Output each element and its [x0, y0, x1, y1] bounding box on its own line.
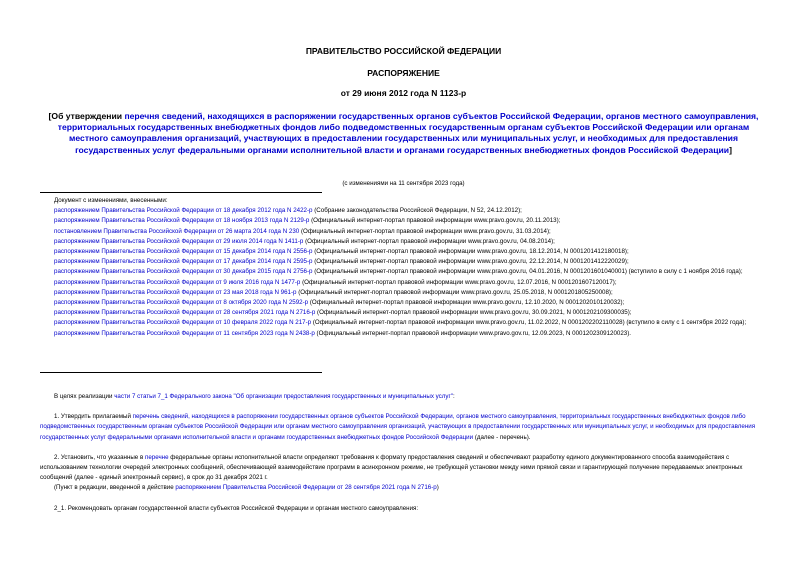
change-link[interactable]: распоряжением Правительства Российской Федерации от 18 декабря 2012 года N 2422-р — [54, 207, 313, 215]
change-item — [40, 237, 767, 247]
change-text: (Официальный интернет-портал правовой информации www.pravo.gov.ru, 22.12.2014, N 0001201412220029); — [312, 258, 629, 266]
federal-law-link[interactable]: части 7 статьи 7_1 Федерального закона "Об организации предоставления государственных и муниципальных услуг" — [114, 393, 453, 400]
title-suffix: ] — [729, 144, 732, 155]
change-item — [40, 257, 767, 267]
change-item — [40, 308, 767, 318]
change-text: (Официальный интернет-портал правовой информации www.pravo.gov.ru, 12.07.2016, N 0001201607120017); — [300, 278, 617, 286]
p2-suffix: федеральные органы исполнительной власти определяют требования к формату предоставления сведений и обеспечивают разработку единого документированного способа взаимодействия с использованием технологии очередей электронных сообщений, обеспечивающей взаимодействие программ в асинхронном режиме, не требующей установки между ними прямой связи и гарантирующей получение передаваемых электронных сообщений (далее - единый электронный сервис), в срок до 31 декабря 2021 г. — [40, 453, 743, 482]
change-item — [40, 206, 767, 216]
change-item — [40, 247, 767, 257]
changes-bottom-divider — [40, 372, 322, 373]
paragraph-2-note — [40, 483, 767, 493]
amendment-link[interactable]: распоряжением Правительства Российской Федерации от 28 сентября 2021 года N 2716-р — [175, 484, 437, 492]
title-link[interactable]: перечня сведений, находящихся в распоряжении государственных органов субъектов Российской Федерации, органов местного самоуправления, территориальных государственных внебюджетных фондов либо подведомственных государственным органам субъектов Российской Федерации или органам местного самоуправления организаций, участвующих в предоставлении государственных или муниципальных услуг, и необходимых для предоставления государственных услуг федеральными органами исполнительной власти и органами государственных внебюджетных фондов Российской Федерации — [57, 111, 759, 155]
change-link[interactable]: распоряжением Правительства Российской Федерации от 11 сентября 2023 года N 2438-р — [54, 329, 315, 337]
document-title — [38, 111, 769, 156]
change-link[interactable]: распоряжением Правительства Российской Федерации от 9 июля 2016 года N 1477-р — [54, 278, 301, 286]
intro-suffix: : — [452, 393, 455, 400]
change-link[interactable]: распоряжением Правительства Российской Федерации от 17 декабря 2014 года N 2595-р — [54, 258, 313, 266]
intro-text: В целях реализации — [54, 393, 115, 400]
changes-heading: Документ с изменениями, внесенными: — [54, 197, 168, 204]
change-text: (Официальный интернет-портал правовой информации www.pravo.gov.ru, 04.08.2014); — [303, 237, 555, 245]
change-link[interactable]: распоряжением Правительства Российской Федерации от 28 сентября 2021 года N 2716-р — [54, 309, 316, 317]
change-item — [40, 267, 767, 277]
document-date-number: от 29 июня 2012 года N 1123-р — [340, 88, 467, 98]
p2-text: 2. Установить, что указанные в — [54, 453, 145, 461]
change-text: (Официальный интернет-портал правовой информации www.pravo.gov.ru, 18.12.2014, N 0001201412180018); — [312, 248, 629, 256]
revision-date: (с изменениями на 11 сентября 2023 года) — [342, 180, 465, 187]
list-link[interactable]: перечень сведений, находящихся в распоряжении государственных органов субъектов Российской Федерации, органов местного самоуправления, территориальных государственных внебюджетных фондов либо подведомственных государственным органам субъектов Российской Федерации или органам местного самоуправления организаций, участвующих в предоставлении государственных или муниципальных услуг, и необходимых для предоставления государственных услуг федеральными органами исполнительной власти и органами государственных внебюджетных фондов Российской Федерации — [40, 413, 756, 441]
changes-list — [40, 196, 767, 339]
change-text: (Официальный интернет-портал правовой информации www.pravo.gov.ru, 12.09.2023, N 0001202309120023). — [314, 329, 632, 337]
paragraph-2-1: 2_1. Рекомендовать органам государственной власти субъектов Российской Федерации и органам местного самоуправления: — [54, 504, 419, 512]
changes-top-divider — [40, 192, 322, 193]
change-text: (Собрание законодательства Российской Федерации, N 52, 24.12.2012); — [312, 207, 522, 215]
change-link[interactable]: распоряжением Правительства Российской Федерации от 23 мая 2018 года N 961-р — [54, 288, 297, 296]
change-item — [40, 288, 767, 298]
document-type-heading: РАСПОРЯЖЕНИЕ — [367, 68, 440, 78]
change-text: (Официальный интернет-портал правовой информации www.pravo.gov.ru, 30.09.2021, N 0001202109300035); — [315, 309, 632, 317]
change-text: (Официальный интернет-портал правовой информации www.pravo.gov.ru, 25.05.2018, N 0001201805250008); — [296, 288, 613, 296]
note-text: (Пункт в редакции, введенной в действие — [54, 484, 176, 492]
change-link[interactable]: постановлением Правительства Российской Федерации от 26 марта 2014 года N 230 — [54, 227, 300, 235]
note-suffix: ) — [436, 484, 439, 492]
p1-text: 1. Утвердить прилагаемый — [54, 413, 133, 421]
change-item — [40, 278, 767, 288]
change-link[interactable]: распоряжением Правительства Российской Федерации от 10 февраля 2022 года N 217-р — [54, 319, 312, 327]
issuer-heading: ПРАВИТЕЛЬСТВО РОССИЙСКОЙ ФЕДЕРАЦИИ — [305, 46, 502, 56]
change-text: (Официальный интернет-портал правовой информации www.pravo.gov.ru, 11.02.2022, N 0001202202110028) (вступило в силу с 1 сентября 2022 года); — [311, 319, 747, 327]
paragraph-1 — [40, 412, 767, 443]
change-item — [40, 216, 767, 226]
change-link[interactable]: распоряжением Правительства Российской Федерации от 29 июля 2014 года N 1411-р — [54, 237, 304, 245]
paragraph-2 — [40, 453, 767, 484]
change-item — [40, 329, 767, 339]
change-link[interactable]: распоряжением Правительства Российской Федерации от 30 декабря 2015 года N 2756-р — [54, 268, 313, 276]
title-prefix: [Об утверждении — [48, 111, 125, 121]
change-link[interactable]: распоряжением Правительства Российской Федерации от 18 ноября 2013 года N 2129-р — [54, 217, 310, 225]
change-text: (Официальный интернет-портал правовой информации www.pravo.gov.ru, 12.10.2020, N 0001202010120032); — [308, 299, 625, 307]
change-text: (Официальный интернет-портал правовой информации www.pravo.gov.ru, 20.11.2013); — [309, 217, 561, 225]
change-text: (Официальный интернет-портал правовой информации www.pravo.gov.ru, 31.03.2014); — [299, 227, 551, 235]
p1-suffix: (далее - перечень). — [473, 433, 531, 441]
change-link[interactable]: распоряжением Правительства Российской Федерации от 8 октября 2020 года N 2592-р — [54, 299, 309, 307]
change-item — [40, 227, 767, 237]
change-item — [40, 298, 767, 308]
change-item — [40, 318, 767, 328]
document-body — [40, 392, 767, 514]
list-ref-link[interactable]: перечне — [144, 453, 169, 461]
intro-paragraph — [40, 392, 767, 402]
change-text: (Официальный интернет-портал правовой информации www.pravo.gov.ru, 04.01.2016, N 0001201601040001) (вступило в силу с 1 ноября 2016 года); — [312, 268, 743, 276]
change-link[interactable]: распоряжением Правительства Российской Федерации от 15 декабря 2014 года N 2556-р — [54, 248, 313, 256]
